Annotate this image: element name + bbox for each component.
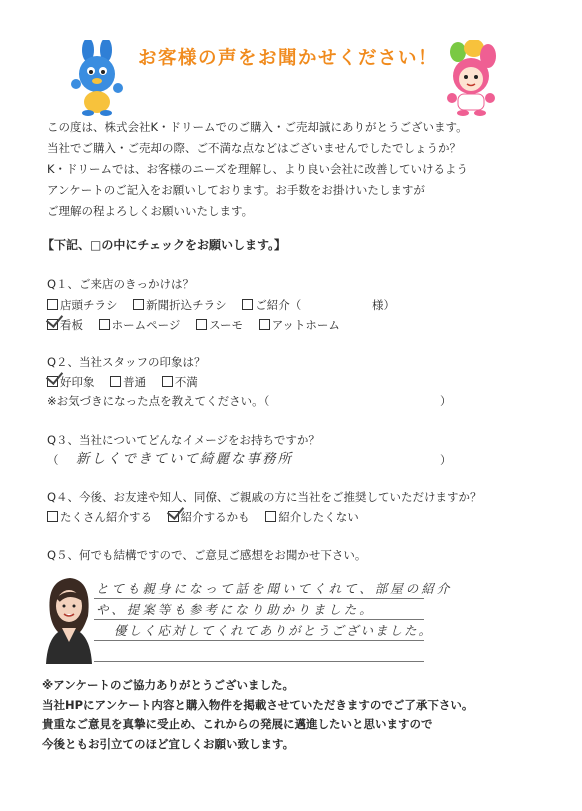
checkbox[interactable] bbox=[259, 319, 270, 330]
intro-line: K・ドリームでは、お客様のニーズを理解し、より良い会社に改善していけるよう bbox=[47, 162, 468, 176]
checkbox[interactable] bbox=[99, 319, 110, 330]
option-label: 紹介するかも bbox=[180, 510, 250, 524]
footer-line: ※アンケートのご協力ありがとうございました。 bbox=[42, 678, 294, 692]
checkbox-checked[interactable] bbox=[47, 319, 58, 330]
option-label: 店頭チラシ bbox=[60, 298, 118, 312]
q5-question: Q５、何でも結構ですので、ご意見ご感想をお聞かせ下さい。 bbox=[47, 548, 367, 562]
staff-portrait-image bbox=[40, 572, 98, 664]
option-label: アットホーム bbox=[271, 318, 340, 332]
q3-close-paren: ） bbox=[440, 453, 452, 467]
intro-text bbox=[47, 117, 468, 222]
checkbox[interactable] bbox=[133, 299, 144, 310]
footer-line: 今後ともお引立てのほど宜しくお願い致します。 bbox=[42, 736, 295, 751]
instruction-heading: 【下記、□の中にチェックをお願いします。】 bbox=[42, 238, 287, 252]
intro-line: この度は、株式会社K・ドリームでのご購入・ご売却誠にありがとうございます。 bbox=[47, 120, 468, 134]
footer-line: 当社HPにアンケート内容と購入物件を掲載させていただきますのでご了承下さい。 bbox=[42, 697, 474, 712]
checkbox[interactable] bbox=[265, 511, 276, 522]
q2-question: Q２、当社スタッフの印象は？ bbox=[47, 355, 206, 369]
intro-line: ご理解の程よろしくお願いいたします。 bbox=[47, 204, 254, 218]
q4-options bbox=[47, 509, 359, 525]
q2-note-close: ） bbox=[440, 394, 452, 408]
q1-question: Q１、ご来店のきっかけは？ bbox=[47, 277, 195, 291]
q4-question: Q４、今後、お友達や知人、同僚、ご親戚の方に当社をご推奨していただけますか？ bbox=[47, 490, 482, 504]
checkbox[interactable] bbox=[162, 376, 173, 387]
mascot-left-image bbox=[66, 40, 130, 116]
page-title: お客様の声をお聞かせください！ bbox=[138, 48, 439, 69]
option-label: 普通 bbox=[123, 375, 147, 389]
checkbox[interactable] bbox=[47, 511, 58, 522]
answer-line bbox=[94, 661, 424, 662]
option-label: 新聞折込チラシ bbox=[146, 298, 227, 312]
answer-line bbox=[94, 640, 424, 641]
checkbox[interactable] bbox=[242, 299, 253, 310]
option-label: たくさん紹介する bbox=[60, 510, 152, 524]
mascot-right-image bbox=[440, 40, 502, 116]
option-label: 看板 bbox=[60, 318, 83, 332]
option-label: ホームページ bbox=[111, 318, 181, 332]
option-label: 好印象 bbox=[60, 375, 95, 389]
checkbox-checked[interactable] bbox=[47, 376, 58, 387]
q5-handwritten-line: や、提案等も参考になり助かりました。 bbox=[96, 602, 375, 617]
footer-text bbox=[42, 676, 473, 754]
q1-options-row2 bbox=[47, 317, 340, 333]
footer-line: 貴重なご意見を真摯に受止め、これからの発展に邁進したいと思いますので bbox=[42, 717, 433, 731]
checkbox[interactable] bbox=[196, 319, 207, 330]
intro-line: 当社でご購入・ご売却の際、ご不満な点などはございませんでしたでしょうか？ bbox=[47, 141, 461, 155]
q3-handwritten-answer: 新しくできていて綺麗な事務所 bbox=[76, 451, 293, 467]
q5-handwritten-line: 優しく応対してくれてありがとうございました。 bbox=[114, 623, 434, 638]
answer-line bbox=[94, 619, 424, 620]
option-label: 不満 bbox=[174, 375, 198, 389]
q1-sama: 様） bbox=[372, 298, 395, 312]
q3-question: Q３、当社についてどんなイメージをお持ちですか？ bbox=[47, 433, 320, 447]
q2-note: ※お気づきになった点を教えてください。（ bbox=[47, 394, 270, 408]
checkbox-checked[interactable] bbox=[168, 511, 179, 522]
q5-handwritten-line: とても親身になって話を聞いてくれて、部屋の紹介 bbox=[96, 581, 453, 596]
option-label: 紹介したくない bbox=[278, 510, 359, 524]
q2-options bbox=[47, 374, 198, 390]
option-label: スーモ bbox=[209, 318, 244, 332]
intro-line: アンケートのご記入をお願いしております。お手数をお掛けいたしますが bbox=[47, 183, 425, 197]
answer-line bbox=[94, 598, 424, 599]
q3-open-paren: （ bbox=[47, 453, 59, 467]
checkbox[interactable] bbox=[110, 376, 121, 387]
q1-options-row1 bbox=[47, 297, 301, 313]
checkbox[interactable] bbox=[47, 299, 58, 310]
option-label: ご紹介（ bbox=[255, 298, 302, 312]
